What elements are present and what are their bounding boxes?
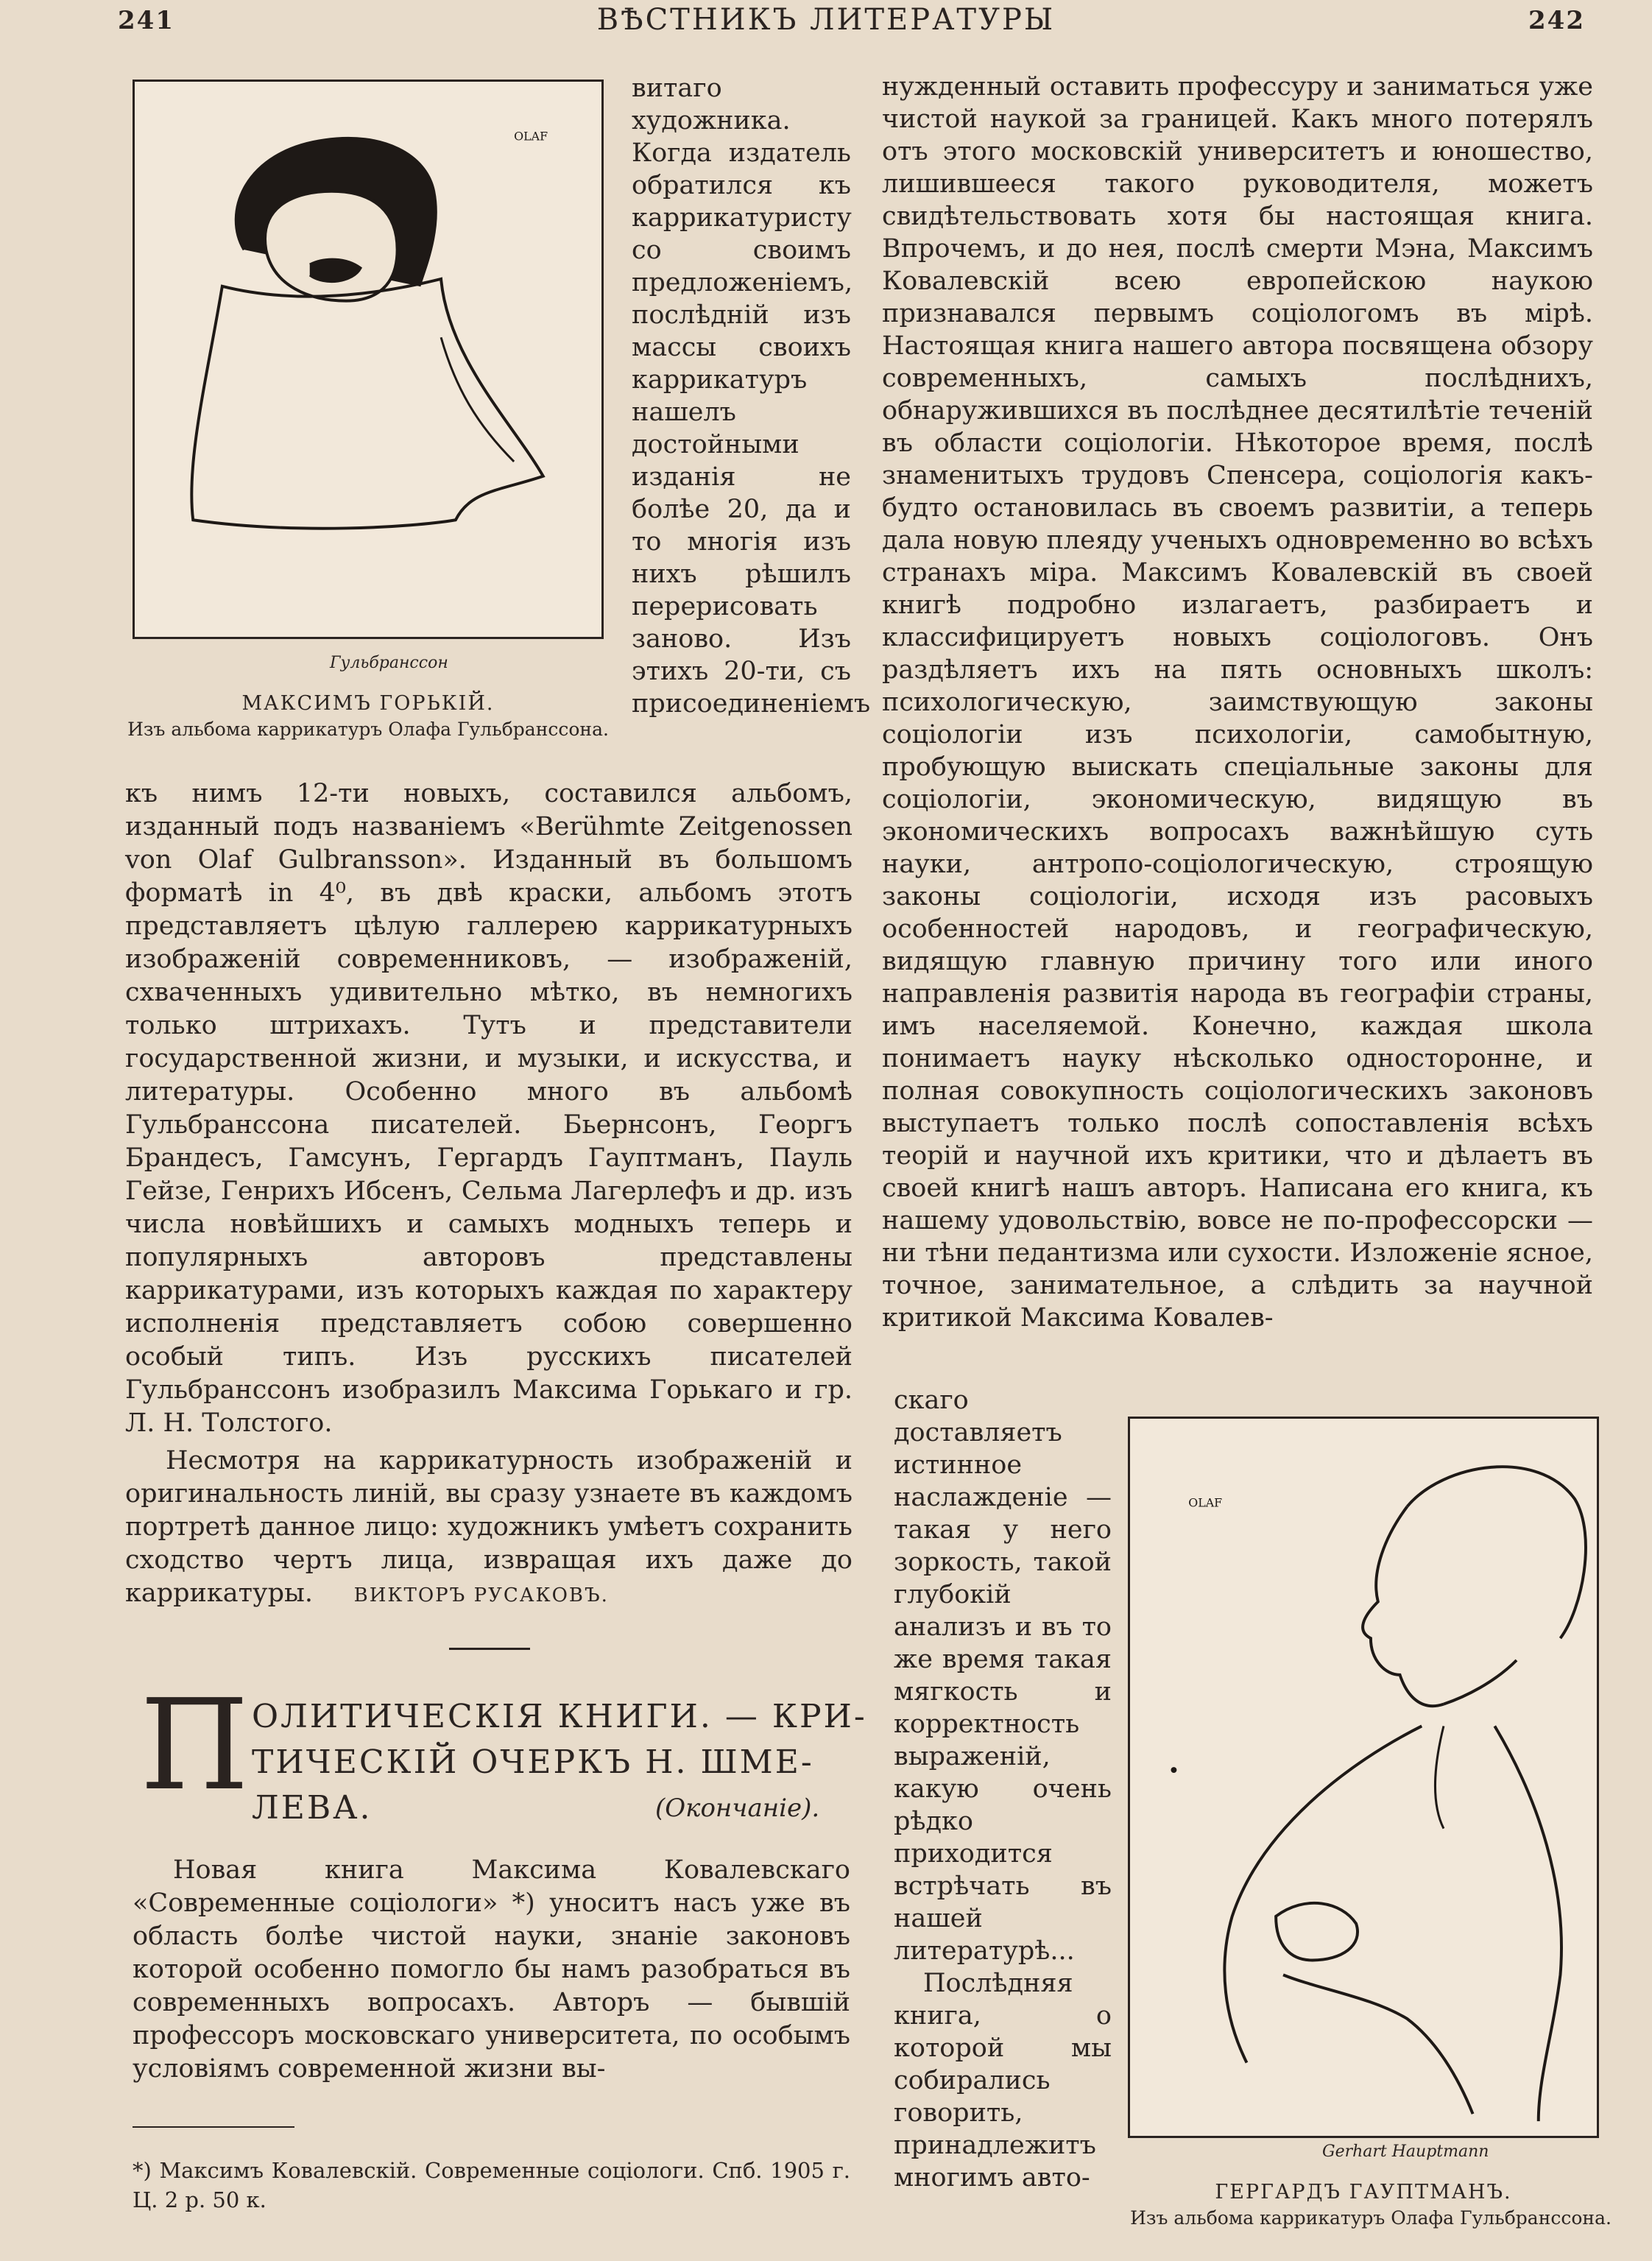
article-narrow-text: скаго доставляетъ истинное наслажденіе — такая у него зоркость, такой глубокій анализъ и въ то же время такая мягкость и корректность выраженій, какую очень рѣдко приходится встрѣчать въ нашей литературѣ... [894, 1386, 1112, 1966]
review-column [125, 777, 853, 1612]
article-narrow-column [894, 1384, 1112, 2194]
review-author: ВИКТОРЪ РУСАКОВЪ. [353, 1584, 609, 1606]
gorky-caption-subtitle: Изъ альбома каррикатуръ Олафа Гульбранссона. [127, 719, 609, 740]
article-heading-line-1: ОЛИТИЧЕСКІЯ КНИГИ. — КРИ- [252, 1698, 867, 1735]
hauptmann-caricature [1128, 1417, 1599, 2138]
article-narrow-text-2: Послѣдняя книга, о которой мы собирались говорить, принадлежитъ многимъ авто- [894, 1969, 1112, 2193]
review-narrow-column [632, 72, 871, 720]
article-continuation-note: (Окончаніе). [655, 1793, 820, 1823]
article-column-right [882, 71, 1593, 1334]
article-heading-line-2: ТИЧЕСКІЙ ОЧЕРКЪ Н. ШМЕ- [252, 1743, 814, 1781]
hauptmann-signature: Gerhart Hauptmann [1322, 2142, 1489, 2161]
review-narrow-text: витаго художника. Когда издатель обратился къ каррикатуристу со своимъ предложеніемъ, послѣдній изъ массы своихъ каррикатуръ нашелъ достойными изданія не болѣе 20, да и то многія изъ нихъ рѣшилъ перерисовать заново. Изъ этихъ 20-ти, съ присоединеніемъ [632, 74, 871, 719]
article-paragraph-1: Новая книга Максима Ковалевскаго «Современные соціологи» *) уноситъ насъ уже въ область болѣе чистой науки, знаніе законовъ которой особенно помогло бы намъ разобраться въ современныхъ вопросахъ. Авторъ — бывшій профессоръ московскаго университета, по особымъ условіямъ современной жизни вы- [133, 1855, 850, 2084]
journal-title: ВѢСТНИКЪ ЛИТЕРАТУРЫ [596, 3, 1056, 37]
article-right-text: нужденный оставить профессуру и заниматься уже чистой наукой за границей. Какъ много потерялъ отъ этого московскій университетъ и юношество, лишившееся такого руководителя, можетъ свидѣтельствовать хотя бы настоящая книга. Впрочемъ, и до нея, послѣ смерти Мэна, Максимъ Ковалевскій всею европейскою наукою признавался первымъ соціологомъ въ мірѣ. Настоящая книга нашего автора посвящена обзору современныхъ, самыхъ послѣднихъ, обнаружившихся въ послѣднее десятилѣтіе теченій въ области соціологіи. Нѣкоторое время, послѣ знаменитыхъ трудовъ Спенсера, соціологія какъ-будто остановилась въ своемъ развитіи, а теперь дала новую плеяду ученыхъ одновременно во всѣхъ странахъ міра. Максимъ Ковалевскій въ своей книгѣ подробно излагаетъ, разбираетъ и классифицируетъ новыхъ соціологовъ. Онъ раздѣляетъ ихъ на пять основныхъ школъ: психологическую, заимствующую законы соціологіи изъ психологіи, самобытную, пробующую выискать спеціальные законы для соціологіи, экономическую, видящую въ экономическихъ вопросахъ важнѣйшую суть науки, антропо-соціологическую, строящую законы соціологіи, исходя изъ расовыхъ особенностей народовъ, и географическую, видящую главную причину того или иного направленія развитія народа въ географіи страны, имъ населяемой. Конечно, каждая школа понимаетъ науку нѣсколько односторонне, и полная совокупность соціологическихъ законовъ выступаетъ только послѣ сопоставленія всѣхъ теорій и научной ихъ критики, что и дѣлаетъ въ своей книгѣ нашъ авторъ. Написана его книга, къ нашему удовольствію, вовсе не по-профессорски — ни тѣни педантизма или сухости. Изложеніе ясное, точное, занимательное, а слѣдить за научной критикой Максима Ковалев- [882, 72, 1593, 1333]
article-heading-line-3: ЛЕВА. [252, 1789, 373, 1827]
section-divider [449, 1648, 530, 1650]
article-dropcap: П [140, 1673, 250, 1819]
article-column-left [133, 1854, 850, 2086]
page-header [0, 0, 1652, 44]
gorky-signature: Гульбранссон [330, 654, 448, 672]
hauptmann-caption-title: ГЕРГАРДЪ ГАУПТМАНЪ. [1215, 2181, 1512, 2204]
gorky-caption-title: МАКСИМЪ ГОРЬКІЙ. [241, 692, 495, 715]
review-paragraph-2: Несмотря на каррикатурность изображеній и оригинальность линій, вы сразу узнаете въ каждомъ портретѣ данное лицо: художникъ умѣетъ сохранить сходство чертъ лица, извращая ихъ даже до каррикатуры. [125, 1446, 853, 1608]
page-number-left: 241 [118, 6, 174, 35]
svg-text:OLAF: OLAF [514, 129, 548, 144]
svg-text:OLAF: OLAF [1188, 1495, 1223, 1510]
gorky-drawing [135, 82, 601, 637]
article-footnote: *) Максимъ Ковалевскій. Современные соціологи. Спб. 1905 г. Ц. 2 р. 50 к. [133, 2158, 850, 2212]
gorky-caricature [133, 80, 604, 639]
review-paragraph-1: къ нимъ 12-ти новыхъ, составился альбомъ, изданный подъ названіемъ «Berühmte Zeitgenossen von Olaf Gulbransson». Изданный въ большомъ форматѣ in 4⁰, въ двѣ краски, альбомъ этотъ представляетъ цѣлую галлерею каррикатурныхъ изображеній современниковъ, — изображеній, схваченныхъ удивительно мѣтко, въ немногихъ только штрихахъ. Тутъ и представители государственной жизни, и музыки, и искусства, и литературы. Особенно много въ альбомѣ Гульбранссона писателей. Бьернсонъ, Георгъ Брандесъ, Гамсунъ, Гергардъ Гауптманъ, Пауль Гейзе, Генрихъ Ибсенъ, Сельма Лагерлефъ и др. изъ числа новѣйшихъ и самыхъ модныхъ теперь и популярныхъ авторовъ представлены каррикатурами, изъ которыхъ каждая по характеру исполненія представляетъ собою совершенно особый типъ. Изъ русскихъ писателей Гульбранссонъ изобразилъ Максима Горькаго и гр. Л. Н. Толстого. [125, 779, 853, 1438]
hauptmann-drawing [1130, 1419, 1597, 2136]
footnote-rule [133, 2126, 294, 2128]
page-number-right: 242 [1528, 6, 1585, 35]
hauptmann-caption-subtitle: Изъ альбома каррикатуръ Олафа Гульбранссона. [1130, 2207, 1612, 2229]
